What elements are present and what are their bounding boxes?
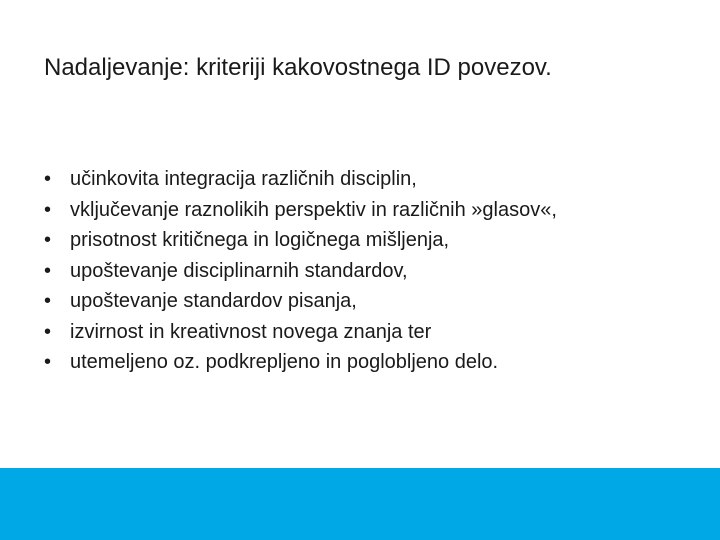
- bullet-icon: •: [44, 259, 52, 282]
- bullet-icon: •: [44, 168, 52, 190]
- bullet-text: upoštevanje standardov pisanja,: [70, 290, 357, 312]
- bullet-icon: •: [44, 229, 52, 251]
- bullet-item: [44, 347, 704, 378]
- bullet-item: [44, 195, 704, 226]
- bullet-text: učinkovita integracija različnih disciplin,: [70, 168, 417, 190]
- bullet-item: [44, 317, 704, 348]
- bullet-text: prisotnost kritičnega in logičnega mišljenja,: [70, 229, 450, 251]
- bullet-item: [44, 164, 704, 195]
- bullet-item: [44, 286, 704, 317]
- bullet-text: izvirnost in kreativnost novega znanja ter: [70, 320, 432, 343]
- slide-title: Nadaljevanje: kriteriji kakovostnega ID povezov.: [44, 54, 552, 81]
- bullet-icon: •: [44, 351, 52, 373]
- bullet-text: upoštevanje disciplinarnih standardov,: [70, 259, 408, 282]
- bullet-text: vključevanje raznolikih perspektiv in različnih »glasov«,: [70, 198, 557, 221]
- bullet-icon: •: [44, 320, 52, 343]
- bullet-item: [44, 225, 704, 256]
- bullet-icon: •: [44, 290, 52, 312]
- bullet-list: [44, 164, 704, 378]
- bullet-text: utemeljeno oz. podkrepljeno in poglobljeno delo.: [70, 351, 499, 373]
- footer-accent-bar: [0, 468, 720, 540]
- bullet-icon: •: [44, 198, 52, 221]
- bullet-item: [44, 256, 704, 287]
